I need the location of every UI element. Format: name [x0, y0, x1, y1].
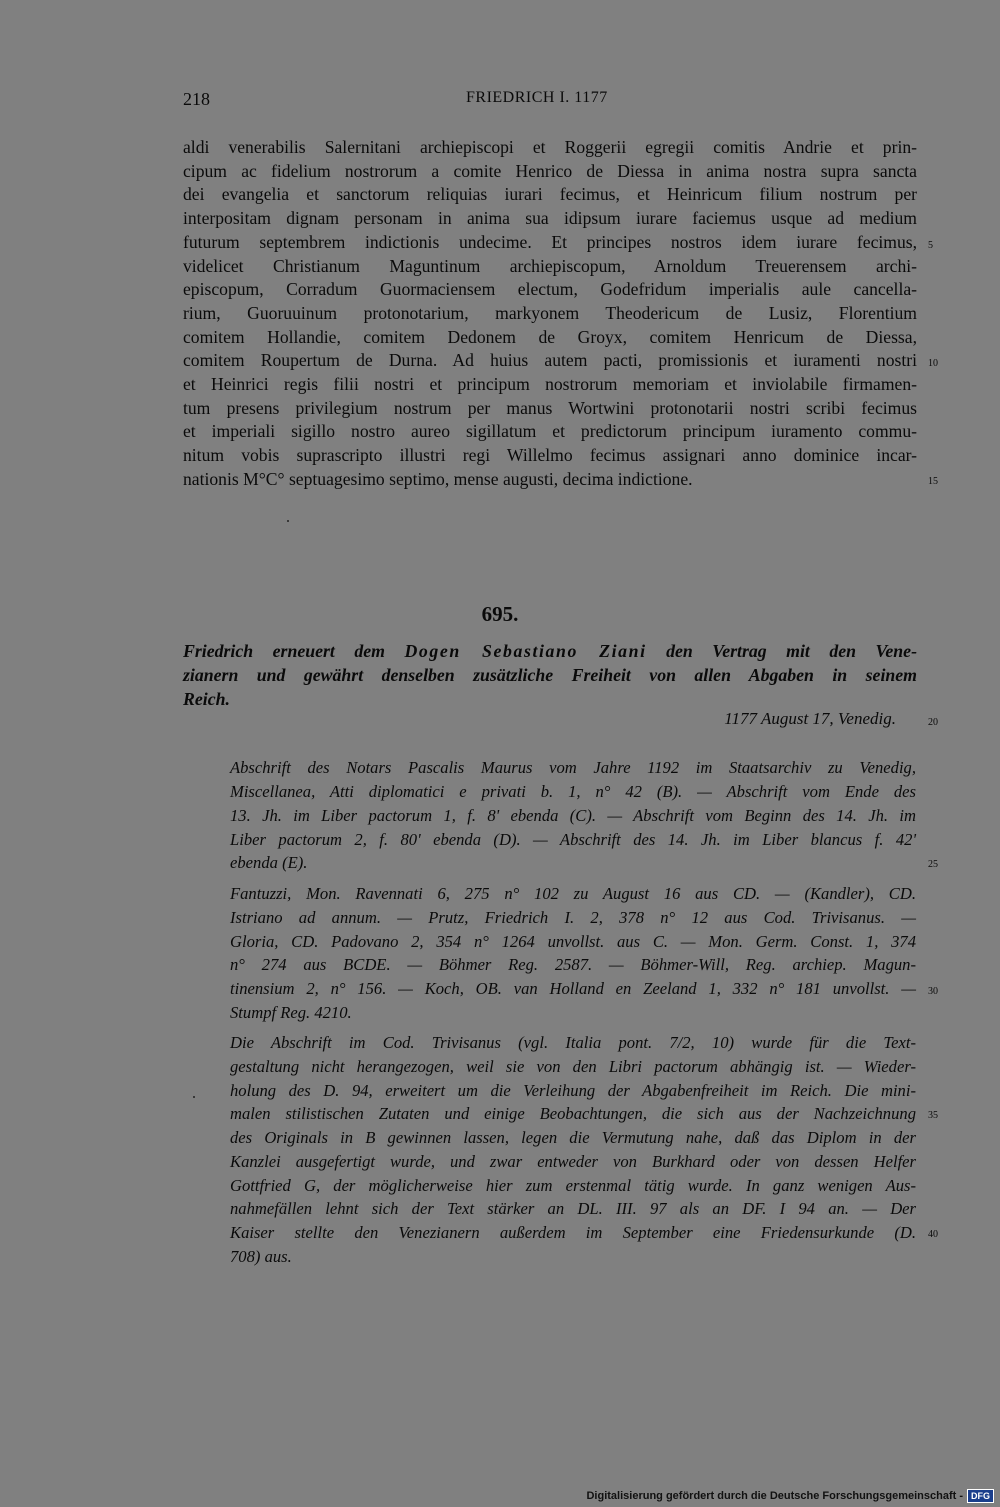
regest-line: Reich.: [183, 689, 230, 709]
note-line: tinensium 2, n° 156. — Koch, OB. van Holland en Zeeland 1, 332 n° 181 unvollst. —: [230, 979, 916, 998]
line-number: 30: [928, 986, 938, 997]
document-date: 1177 August 17, Venedig.: [724, 709, 896, 728]
text-line: interpositam dignam personam in anima sua idipsum iurare faciemus usque ad medium: [183, 208, 917, 228]
text-line: cipum ac fidelium nostrorum a comite Henrico de Diessa in anima nostra supra sancta: [183, 161, 917, 181]
running-title: FRIEDRICH I. 1177: [466, 89, 608, 106]
line-number: 20: [928, 717, 938, 728]
note-line: Kaiser stellte den Venezianern außerdem im September eine Friedensurkunde (D.: [230, 1223, 916, 1242]
footer: [586, 1489, 994, 1503]
line-number: 15: [928, 476, 938, 487]
note-line: Fantuzzi, Mon. Ravennati 6, 275 n° 102 zu August 16 aus CD. — (Kandler), CD.: [230, 884, 916, 903]
footer-text: Digitalisierung gefördert durch die Deutsche Forschungsgemeinschaft -: [586, 1490, 963, 1502]
note-line: gestaltung nicht herangezogen, weil sie von den Libri pactorum abhängig ist. — Wieder-: [230, 1057, 916, 1076]
note-line: Stumpf Reg. 4210.: [230, 1003, 352, 1022]
note-line: Gloria, CD. Padovano 2, 354 n° 1264 unvollst. aus C. — Mon. Germ. Const. 1, 374: [230, 932, 916, 951]
note-line: Kanzlei ausgefertigt wurde, und zwar entweder von Burkhard oder von dessen Helfer: [230, 1152, 916, 1171]
note-line: Abschrift des Notars Pascalis Maurus vom Jahre 1192 im Staatsarchiv zu Venedig,: [230, 758, 916, 777]
note-line: 708) aus.: [230, 1247, 292, 1266]
document-number: 695.: [481, 602, 519, 626]
line-number: 10: [928, 358, 938, 369]
margin-dot: [193, 1096, 195, 1098]
note-line: Gottfried G, der möglicherweise hier zum erstenmal tätig wurde. In ganz wenigen Aus-: [230, 1176, 916, 1195]
line-number: 5: [928, 240, 933, 251]
regest-line: Friedrich erneuert dem Dogen Sebastiano Ziani den Vertrag mit den Vene-: [183, 641, 917, 661]
note-line: holung des D. 94, erweitert um die Verleihung der Abgabenfreiheit im Reich. Die mini-: [230, 1081, 916, 1100]
note-line: Die Abschrift im Cod. Trivisanus (vgl. Italia pont. 7/2, 10) wurde für die Text-: [230, 1033, 916, 1052]
note-line: n° 274 aus BCDE. — Böhmer Reg. 2587. — Böhmer-Will, Reg. archiep. Magun-: [230, 955, 916, 974]
note-line: malen stilistischen Zutaten und einige Beobachtungen, die sich aus der Nachzeichnung: [230, 1104, 916, 1123]
note-line: Istriano ad annum. — Prutz, Friedrich I. 2, 378 n° 12 aus Cod. Trivisanus. —: [230, 908, 916, 927]
text-line: et imperiali sigillo nostro aureo sigillatum et predictorum principum iuramento commu-: [183, 421, 917, 441]
text-line: comitem Roupertum de Durna. Ad huius autem pacti, promissionis et iuramenti nostri: [183, 350, 917, 370]
note-line: des Originals in B gewinnen lassen, legen die Vermutung nahe, daß das Diplom in der: [230, 1128, 916, 1147]
note-line: ebenda (E).: [230, 853, 308, 872]
line-number: 35: [928, 1110, 938, 1121]
note-line: 13. Jh. im Liber pactorum 1, f. 8' ebenda (C). — Abschrift vom Beginn des 14. Jh. im: [230, 806, 916, 825]
text-line: nitum vobis suprascripto illustri regi Willelmo fecimus assignari anno dominice incar-: [183, 445, 917, 465]
dfg-logo: DFG: [967, 1489, 994, 1503]
note-line: nahmefällen lehnt sich der Text stärker an DL. III. 97 als an DF. I 94 an. — Der: [230, 1199, 916, 1218]
line-number: 40: [928, 1229, 938, 1240]
text-line: et Heinrici regis filii nostri et principum nostrorum memoriam et inviolabile firmamen-: [183, 374, 917, 394]
note-line: Liber pactorum 2, f. 80' ebenda (D). — Abschrift des 14. Jh. im Liber blancus f. 42': [230, 830, 916, 849]
text-line: futurum septembrem indictionis undecime. Et principes nostros idem iurare fecimus,: [183, 232, 917, 252]
regest-line: zianern und gewährt denselben zusätzliche Freiheit von allen Abgaben in seinem: [183, 665, 917, 685]
page-number: 218: [183, 89, 210, 109]
text-line: aldi venerabilis Salernitani archiepiscopi et Roggerii egregii comitis Andrie et prin-: [183, 137, 917, 157]
note-line: Miscellanea, Atti diplomatici e privati b. 1, n° 42 (B). — Abschrift vom Ende des: [230, 782, 916, 801]
stray-dot: [287, 520, 289, 522]
text-line: rium, Guoruuinum protonotarium, markyonem Theodericum de Lusiz, Florentium: [183, 303, 917, 323]
text-line: nationis M°C° septuagesimo septimo, mense augusti, decima indictione.: [183, 469, 693, 489]
text-line: episcopum, Corradum Guormaciensem electum, Godefridum imperialis aule cancella-: [183, 279, 917, 299]
text-line: dei evangelia et sanctorum reliquias iurari fecimus, et Heinricum filium nostrum per: [183, 184, 917, 204]
text-line: tum presens privilegium nostrum per manus Wortwini protonotarii nostri scribi fecimus: [183, 398, 917, 418]
line-number: 25: [928, 859, 938, 870]
text-line: videlicet Christianum Maguntinum archiepiscopum, Arnoldum Treuerensem archi-: [183, 256, 917, 276]
text-line: comitem Hollandie, comitem Dedonem de Groyx, comitem Henricum de Diessa,: [183, 327, 917, 347]
